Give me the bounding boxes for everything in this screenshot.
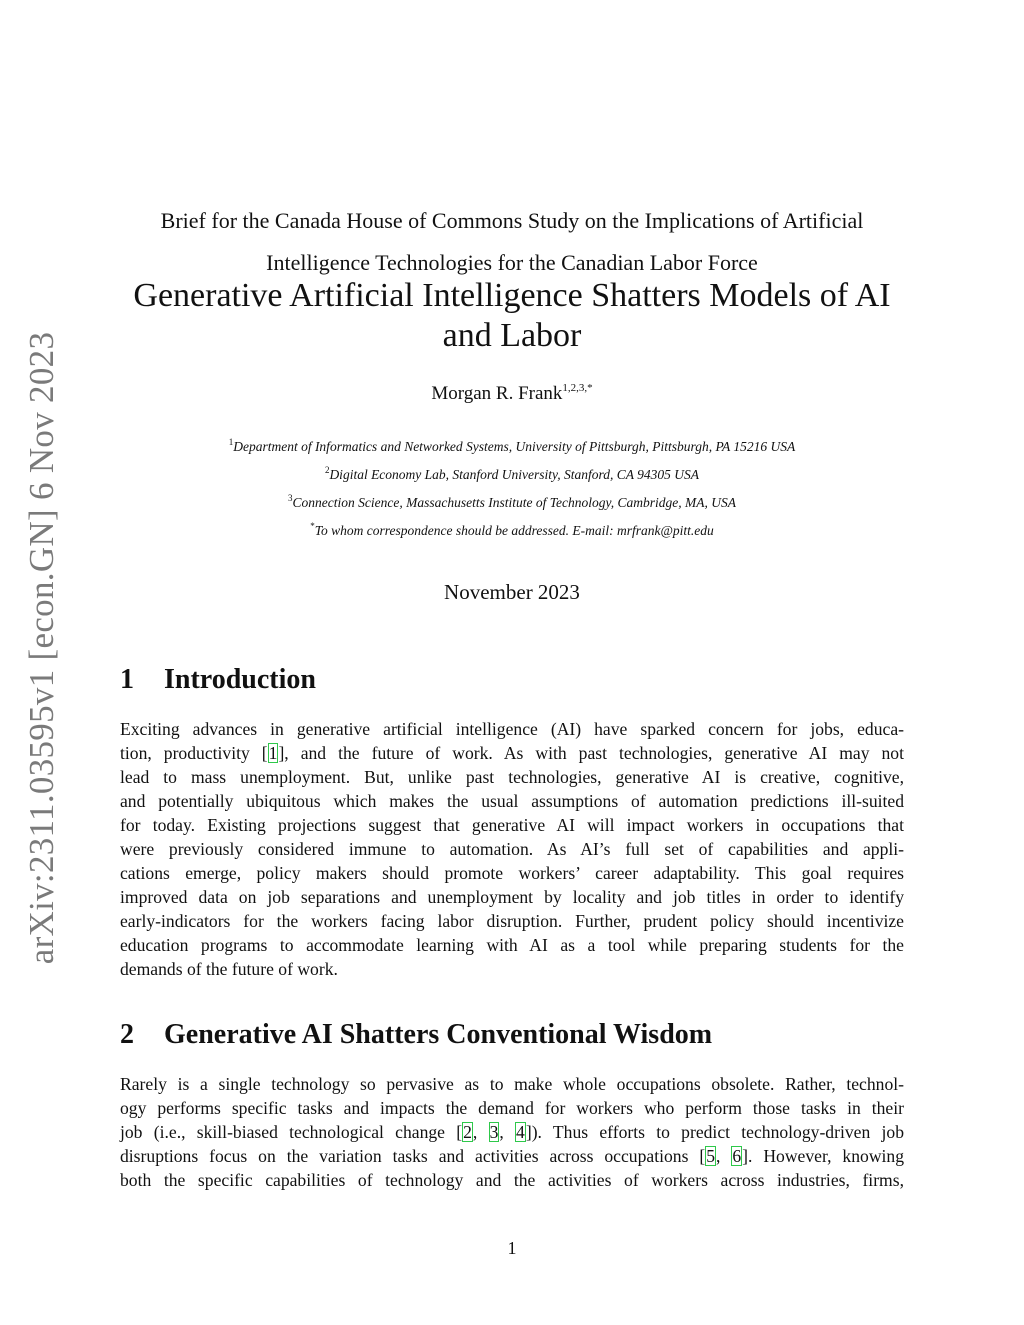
section-2-paragraph (120, 1072, 904, 1192)
text-line: and potentially ubiquitous which makes the usual assumptions of automation predictions ill-suited (120, 791, 904, 811)
citation-link[interactable]: 1 (268, 743, 278, 763)
text-line: Rarely is a single technology so pervasive as to make whole occupations obsolete. Rather, technol- (120, 1074, 904, 1094)
page-number: 1 (507, 1238, 517, 1258)
arxiv-stamp: arXiv:2311.03595v1 [econ.GN] 6 Nov 2023 (22, 331, 61, 965)
affiliation-mark: 3 (288, 493, 293, 503)
section-number: 2 (120, 1019, 134, 1050)
text-line: Exciting advances in generative artificial intelligence (AI) have sparked concern for jobs, educa- (120, 719, 904, 739)
text-line: improved data on job separations and unemployment by locality and job titles in order to identify (120, 887, 904, 907)
affiliation-text: Department of Informatics and Networked Systems, University of Pittsburgh, Pittsburgh, PA 15216 USA (233, 439, 796, 454)
author-line (100, 382, 924, 405)
brief-line-1: Brief for the Canada House of Commons Study on the Implications of Artificial (160, 208, 864, 233)
affiliation-mark: 2 (324, 465, 330, 475)
text-line: disruptions focus on the variation tasks and activities across occupations [5, 6]. However, knowing (120, 1146, 905, 1166)
affiliation-text: To whom correspondence should be addressed. E-mail: mrfrank@pitt.edu (314, 523, 714, 538)
title-line-1: Generative Artificial Intelligence Shatters Models of AI (133, 277, 891, 314)
brief-line-2: Intelligence Technologies for the Canadian Labor Force (266, 250, 758, 275)
affiliation-1 (100, 437, 924, 455)
text-line: tion, productivity [1], and the future of work. As with past technologies, generative AI may not (120, 743, 904, 763)
text-line: demands of the future of work. (120, 959, 338, 979)
section-1-heading (120, 664, 316, 696)
affiliation-3 (100, 493, 924, 511)
text-line: ogy performs specific tasks and impacts the demand for workers who perform those tasks in their (120, 1098, 904, 1118)
section-title: Generative AI Shatters Conventional Wisdom (164, 1019, 713, 1050)
affiliation-2 (100, 465, 924, 483)
title-line-2: and Labor (442, 317, 582, 354)
text-line: education programs to accommodate learning with AI as a tool while preparing students for the (120, 935, 904, 955)
affiliation-mark: 1 (228, 437, 234, 447)
citation-link[interactable]: 3 (489, 1122, 499, 1142)
text-line: lead to mass unemployment. But, unlike past technologies, generative AI is creative, cognitive, (120, 767, 904, 787)
section-2-heading (120, 1019, 712, 1051)
author-marks: 1,2,3,* (562, 382, 593, 394)
citation-link[interactable]: 2 (463, 1122, 472, 1142)
text-line: early-indicators for the workers facing labor disruption. Further, prudent policy should incentivize (120, 911, 904, 931)
text-line: job (i.e., skill-biased technological change [2, 3, 4]). Thus efforts to predict technology-driven job (120, 1122, 904, 1142)
text-line: for today. Existing projections suggest that generative AI will impact workers in occupations that (120, 815, 904, 835)
publication-date: November 2023 (444, 580, 580, 604)
brief-subtitle (100, 200, 924, 284)
section-1-paragraph (120, 717, 904, 981)
text-line: cations emerge, policy makers should promote workers’ career adaptability. This goal requires (120, 863, 904, 883)
affiliation-correspondence (100, 521, 924, 539)
paper-title (100, 276, 924, 356)
author-name: Morgan R. Frank (431, 383, 563, 404)
affiliation-text: Connection Science, Massachusetts Institute of Technology, Cambridge, MA, USA (292, 495, 736, 510)
citation-link[interactable]: 4 (516, 1122, 525, 1142)
text-line: both the specific capabilities of technology and the activities of workers across industries, firms, (120, 1170, 904, 1190)
affiliation-text: Digital Economy Lab, Stanford University, Stanford, CA 94305 USA (329, 467, 700, 482)
citation-link[interactable]: 5 (706, 1146, 715, 1166)
text-line: were previously considered immune to automation. As AI’s full set of capabilities and appli- (120, 839, 904, 859)
affiliation-mark: * (310, 521, 315, 531)
section-number: 1 (120, 664, 134, 695)
citation-link[interactable]: 6 (732, 1146, 742, 1166)
section-title: Introduction (164, 664, 316, 695)
